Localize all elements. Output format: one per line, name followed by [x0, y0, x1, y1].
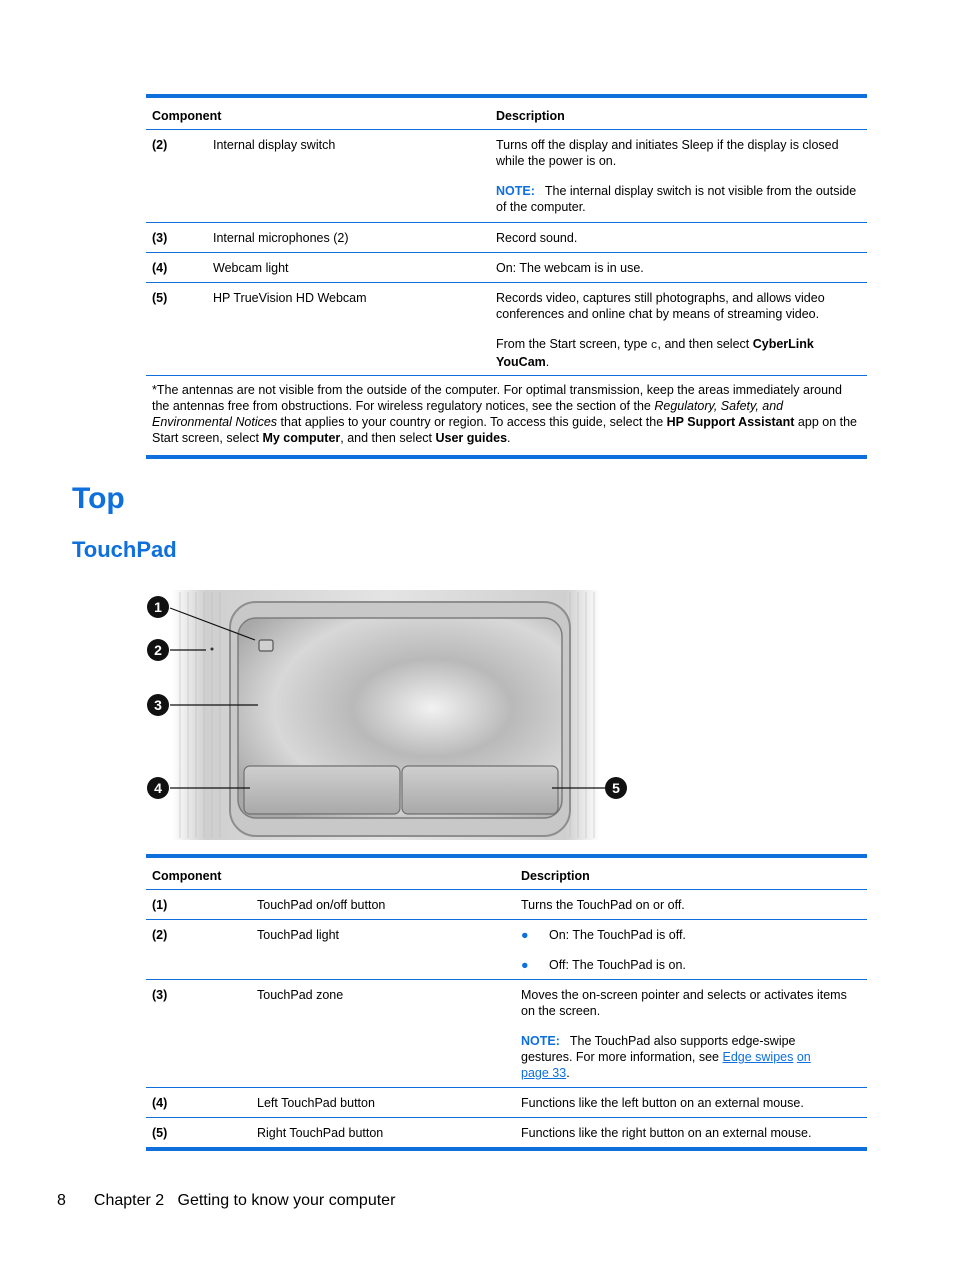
table-row — [146, 1088, 867, 1118]
antenna-footnote — [146, 375, 867, 455]
callout-1-label: 1 — [154, 599, 162, 615]
description-text: Records video, captures still photographs, and allows video conferences and online chat by means of streaming video. — [496, 291, 825, 321]
callout-1-icon — [147, 596, 169, 618]
row-component: TouchPad on/off button — [257, 898, 386, 912]
table-row — [146, 980, 867, 1088]
page-33-link[interactable]: on page 33 — [521, 1050, 811, 1080]
bullet-text: On: The TouchPad is off. — [549, 928, 686, 942]
row-description: Turns the TouchPad on or off. — [521, 898, 685, 912]
table-row — [146, 223, 867, 253]
guide-title: Regulatory, Safety, and Environmental Notices — [152, 399, 784, 429]
row-number: (3) — [152, 231, 168, 245]
touchpad-light — [211, 648, 214, 651]
header-component: Component — [152, 869, 222, 883]
row-component: HP TrueVision HD Webcam — [213, 291, 367, 305]
table-row — [146, 1118, 867, 1147]
text: . — [507, 431, 511, 445]
header-component: Component — [152, 109, 222, 123]
text: *The antennas are not visible from the outside of the computer. For optimal transmission, keep the areas immediately around the antennas free from obstructions. For wireless regulatory notices, see the section of the — [152, 383, 842, 413]
text: that applies to your country or region. To access this guide, select the — [277, 415, 667, 429]
component-table-2 — [146, 854, 867, 1151]
table-header — [146, 98, 867, 130]
edge-swipes-link[interactable]: Edge swipes — [722, 1050, 794, 1064]
row-description: On: The webcam is in use. — [496, 261, 644, 275]
row-number: (5) — [152, 291, 168, 305]
note — [496, 183, 861, 215]
row-description — [496, 137, 861, 215]
left-touchpad-button — [244, 766, 400, 814]
callout-3-label: 3 — [154, 697, 162, 713]
row-number: (2) — [152, 138, 168, 152]
callout-3-icon — [147, 694, 169, 716]
bullet-item — [521, 927, 861, 943]
row-component: TouchPad light — [257, 928, 340, 942]
table-row — [146, 253, 867, 283]
app-name: HP Support Assistant — [666, 415, 795, 429]
page-footer — [57, 1192, 395, 1210]
section-heading-top: Top — [72, 482, 125, 515]
start-screen-instruction — [496, 336, 861, 370]
row-number: (5) — [152, 1126, 168, 1140]
callout-4-icon — [147, 777, 169, 799]
row-component: Webcam light — [213, 261, 289, 275]
row-description: Record sound. — [496, 231, 578, 245]
row-description — [521, 987, 861, 1081]
note-text: The TouchPad also supports edge-swipe gestures. For more information, see — [521, 1034, 796, 1064]
page-number: 8 — [57, 1192, 66, 1209]
note-label: NOTE: — [521, 1034, 560, 1048]
row-description — [496, 290, 861, 370]
table-row — [146, 920, 867, 980]
note — [521, 1033, 811, 1081]
description-text: Turns off the display and initiates Sleep if the display is closed while the power is on. — [496, 138, 839, 168]
touchpad-illustration — [140, 588, 640, 844]
row-number: (4) — [152, 261, 168, 275]
row-number: (1) — [152, 898, 168, 912]
app-name: CyberLink YouCam — [496, 337, 814, 369]
bullet-text: Off: The TouchPad is on. — [549, 958, 686, 972]
bullet-icon: ● — [521, 928, 529, 942]
chapter-title: Chapter 2 Getting to know your computer — [93, 1192, 396, 1209]
note-label: NOTE: — [496, 184, 535, 198]
bullet-icon: ● — [521, 958, 529, 972]
touchpad-on-off-button — [259, 640, 273, 651]
section-heading-touchpad: TouchPad — [72, 537, 177, 562]
table-bottom-rule — [146, 455, 867, 459]
callout-2-label: 2 — [154, 642, 162, 658]
text: . — [566, 1066, 570, 1080]
row-component: Right TouchPad button — [257, 1126, 384, 1140]
table-header — [146, 858, 867, 890]
row-component: Left TouchPad button — [257, 1096, 375, 1110]
touchpad-figure-svg — [140, 588, 640, 844]
menu-item: User guides — [435, 431, 508, 445]
table-row — [146, 283, 867, 375]
text: . — [545, 355, 550, 369]
text: From the Start screen, type — [496, 337, 651, 351]
row-component: TouchPad zone — [257, 988, 344, 1002]
text: , and then select — [657, 337, 753, 351]
menu-item: My computer — [262, 431, 341, 445]
table-bottom-rule — [146, 1147, 867, 1151]
row-number: (3) — [152, 988, 168, 1002]
text: , and then select — [340, 431, 436, 445]
right-touchpad-button — [402, 766, 558, 814]
header-description: Description — [521, 869, 590, 883]
row-number: (2) — [152, 928, 168, 942]
table-row — [146, 130, 867, 223]
row-component: Internal microphones (2) — [213, 231, 349, 245]
table-row — [146, 890, 867, 920]
bullet-item — [521, 957, 861, 973]
callout-4-label: 4 — [154, 780, 162, 796]
note-text: The internal display switch is not visible from the outside of the computer. — [496, 184, 857, 214]
row-component: Internal display switch — [213, 138, 336, 152]
text: app on the Start screen, select — [152, 415, 857, 445]
description-text: Moves the on-screen pointer and selects or activates items on the screen. — [521, 988, 847, 1018]
header-description: Description — [496, 109, 565, 123]
row-number: (4) — [152, 1096, 168, 1110]
callout-2-icon — [147, 639, 169, 661]
typed-key: c — [650, 340, 658, 352]
row-description — [521, 927, 861, 973]
row-description: Functions like the right button on an external mouse. — [521, 1126, 812, 1140]
component-table-1 — [146, 94, 867, 459]
callout-5-icon — [605, 777, 627, 799]
callout-5-label: 5 — [612, 780, 620, 796]
row-description: Functions like the left button on an external mouse. — [521, 1096, 804, 1110]
